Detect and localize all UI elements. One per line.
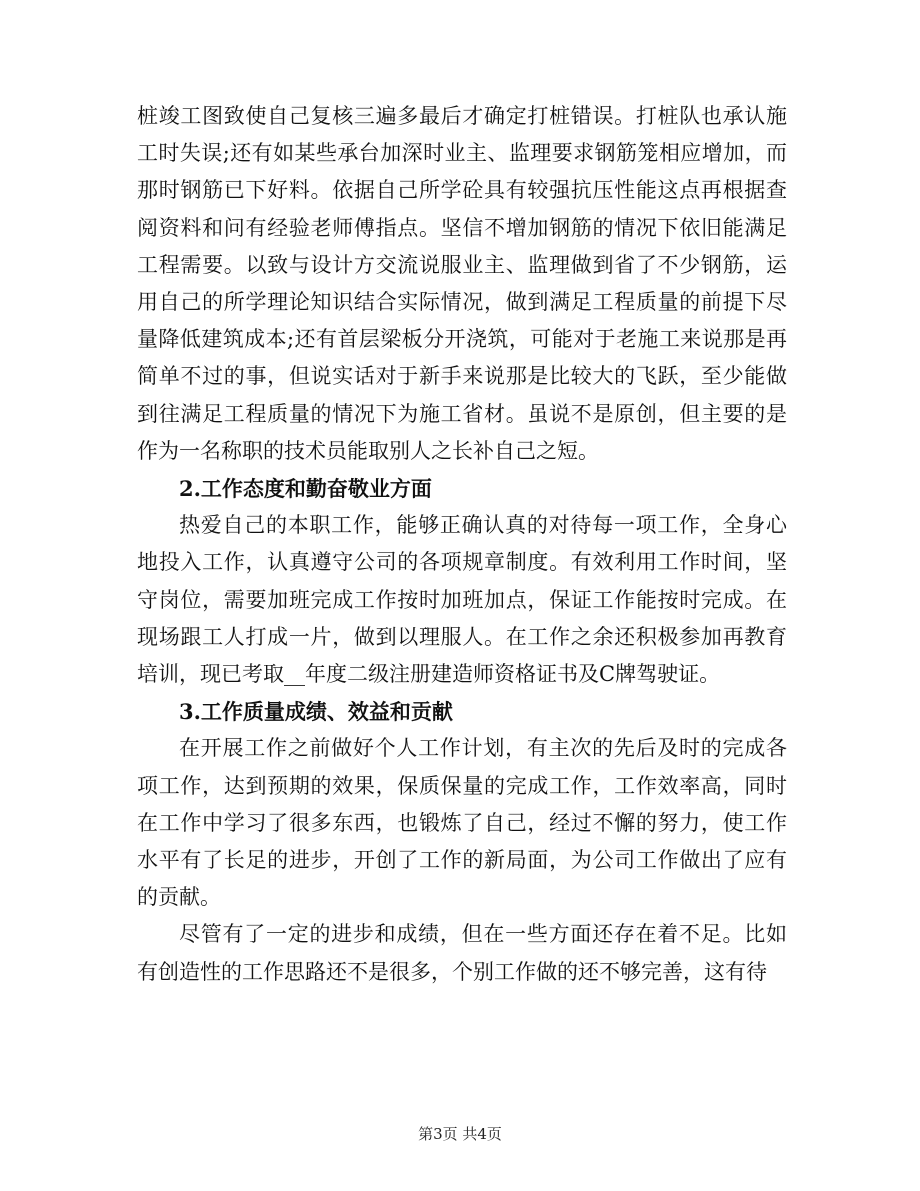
page-number-footer: 第3页 共4页 (418, 1125, 502, 1143)
document-body (137, 98, 787, 991)
paragraph-work-attitude: 热爱自己的本职工作，能够正确认真的对待每一项工作，全身心地投入工作，认真遵守公司的各项规章制度。有效利用工作时间，坚守岗位，需要加班完成工作按时加班加点，保证工作能按时完成。在现场跟工人打成一片，做到以理服人。在工作之余还积极参加再教育培训，现已考取__年度二级注册建造师资格证书及C牌驾驶证。 (137, 513, 787, 687)
section-heading-3: 3.工作质量成绩、效益和贡献 (179, 699, 453, 725)
paragraph-work-quality: 在开展工作之前做好个人工作计划，有主次的先后及时的完成各项工作，达到预期的效果，保质保量的完成工作，工作效率高，同时在工作中学习了很多东西，也锻炼了自己，经过不懈的努力，使工作水平有了长足的进步，开创了工作的新局面，为公司工作做出了应有的贡献。 (137, 736, 787, 910)
paragraph-continued: 桩竣工图致使自己复核三遍多最后才确定打桩错误。打桩队也承认施工时失误;还有如某些承台加深时业主、监理要求钢筋笼相应增加，而那时钢筋已下好料。依据自己所学砼具有较强抗压性能这点再根据查阅资料和问有经验老师傅指点。坚信不增加钢筋的情况下依旧能满足工程需要。以致与设计方交流说服业主、监理做到省了不少钢筋，运用自己的所学理论知识结合实际情况，做到满足工程质量的前提下尽量降低建筑成本;还有首层梁板分开浇筑，可能对于老施工来说那是再简单不过的事，但说实话对于新手来说那是比较大的飞跃，至少能做到往满足工程质量的情况下为施工省材。虽说不是原创，但主要的是作为一名称职的技术员能取别人之长补自己之短。 (137, 104, 787, 463)
paragraph-shortcomings: 尽管有了一定的进步和成绩，但在一些方面还存在着不足。比如有创造性的工作思路还不是很多，个别工作做的还不够完善，这有待 (137, 922, 787, 984)
section-heading-2: 2.工作态度和勤奋敬业方面 (179, 476, 432, 502)
